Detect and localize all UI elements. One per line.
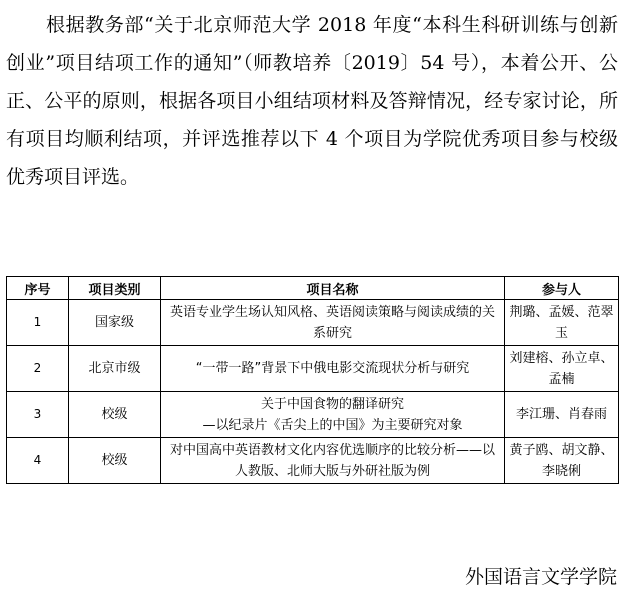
row-project-name: 关于中国食物的翻译研究	[260, 396, 404, 412]
row-project-name: 英语专业学生场认知风格、英语阅读策略与阅读成绩的关系研究	[161, 300, 505, 346]
row-project-name-cell	[161, 392, 505, 438]
row-project-name: 对中国高中英语教材文化内容优选顺序的比较分析——以人教版、北师大版与外研社版为例	[161, 438, 505, 484]
row-no: 3	[7, 392, 69, 438]
table-row	[7, 392, 619, 438]
row-members: 黄子鸥、胡文静、李晓俐	[505, 438, 619, 484]
header-no: 序号	[7, 277, 69, 300]
header-members: 参与人	[505, 277, 619, 300]
header-category: 项目类别	[69, 277, 161, 300]
projects-table	[6, 276, 619, 484]
table-row	[7, 438, 619, 484]
header-name: 项目名称	[161, 277, 505, 300]
row-category: 校级	[69, 438, 161, 484]
table-header-row	[7, 277, 619, 300]
department-signature: 外国语言文学学院	[464, 566, 617, 588]
row-members: 李江珊、肖春雨	[505, 392, 619, 438]
row-project-name: “一带一路”背景下中俄电影交流现状分析与研究	[161, 346, 505, 392]
table-row	[7, 346, 619, 392]
row-category: 北京市级	[69, 346, 161, 392]
table-row	[7, 300, 619, 346]
row-members: 荆璐、孟媛、范翠玉	[505, 300, 619, 346]
row-category: 校级	[69, 392, 161, 438]
row-no: 4	[7, 438, 69, 484]
row-project-subtitle: —以纪录片《舌尖上的中国》为主要研究对象	[202, 417, 463, 433]
row-no: 1	[7, 300, 69, 346]
row-members: 刘建榕、孙立卓、孟楠	[505, 346, 619, 392]
notice-paragraph: 根据教务部“关于北京师范大学 2018 年度“本科生科研训练与创新创业”项目结项工作的通知”（师教培养〔2019〕54 号），本着公开、公正、公平的原则，根据各项目小组结项材料及答辩情况，经专家讨论，所有项目均顺利结项，并评选推荐以下 4 个项目为学院优秀项目参与校级优秀项目评选。	[6, 14, 618, 188]
row-category: 国家级	[69, 300, 161, 346]
row-no: 2	[7, 346, 69, 392]
